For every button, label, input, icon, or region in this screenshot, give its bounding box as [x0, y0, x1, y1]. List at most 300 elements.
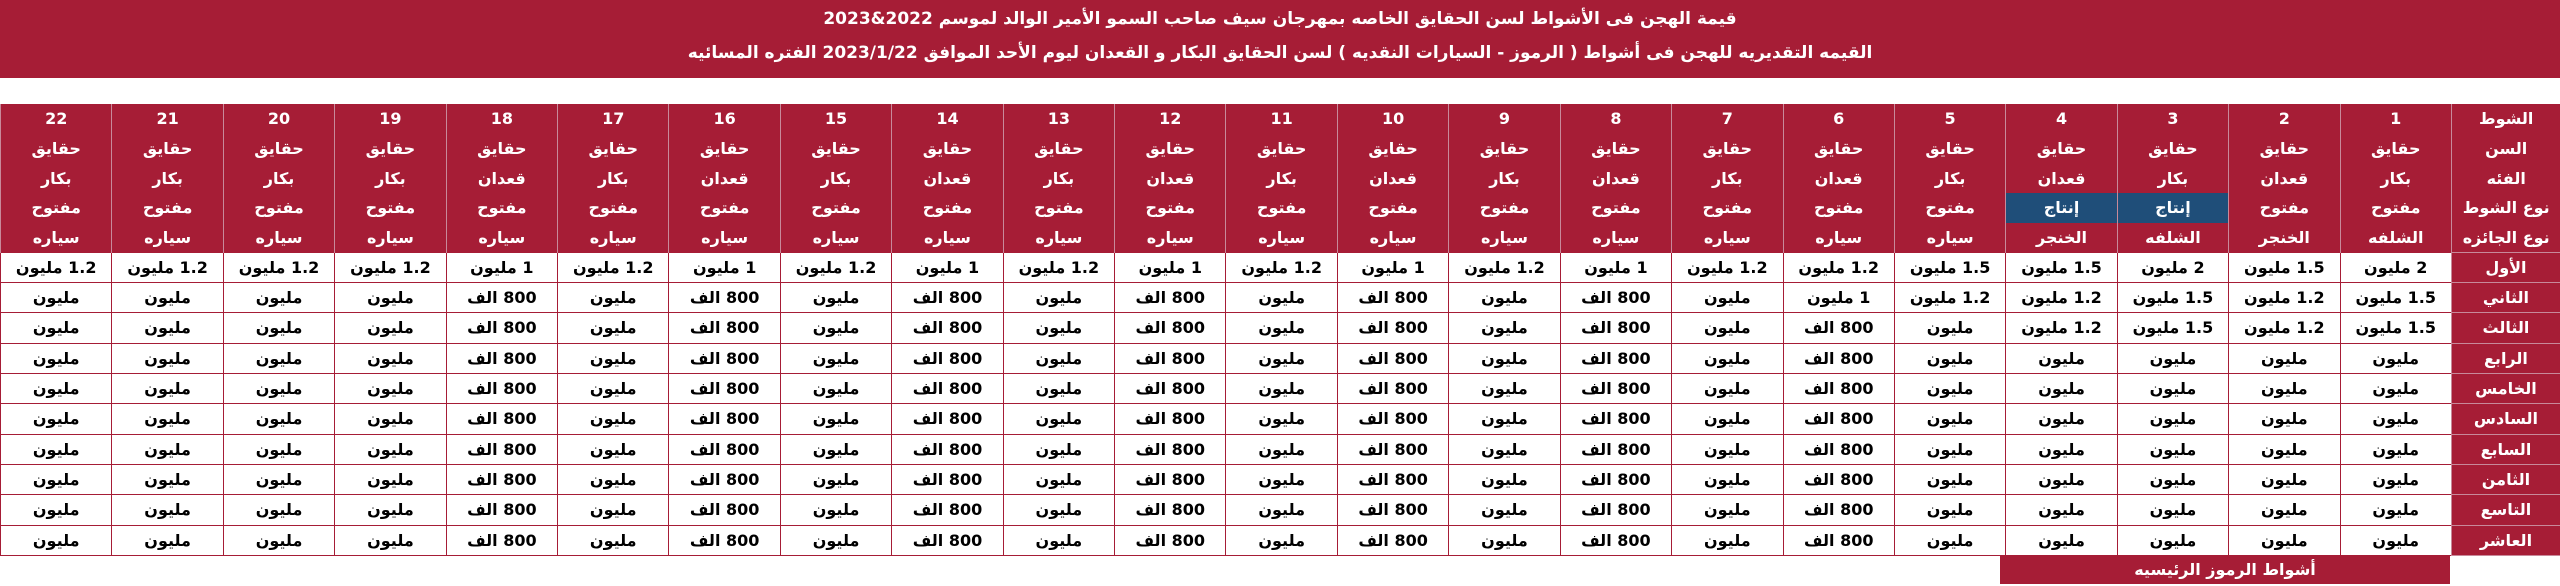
prize-value-cell: مليون [1226, 434, 1337, 464]
round-prize-type: سياره [780, 223, 891, 253]
place-label: التاسع [2451, 495, 2560, 525]
prize-value-cell: 1 مليون [446, 252, 557, 282]
prize-value-cell: مليون [112, 525, 223, 555]
prize-value-cell: 2 مليون [2117, 252, 2228, 282]
prize-value-cell: مليون [558, 434, 669, 464]
prize-value-cell: 800 الف [1337, 495, 1448, 525]
prize-value-cell: مليون [558, 404, 669, 434]
prize-value-cell: مليون [1672, 434, 1783, 464]
round-prize-type: سياره [1672, 223, 1783, 253]
round-age: حقايق [223, 134, 334, 164]
prize-value-cell: مليون [1226, 282, 1337, 312]
prize-value-cell: مليون [2117, 525, 2228, 555]
round-prize-type: سياره [112, 223, 223, 253]
prize-value-cell: مليون [223, 525, 334, 555]
prize-value-cell: 800 الف [892, 343, 1003, 373]
prize-value-cell: مليون [335, 464, 446, 494]
prize-value-cell: مليون [780, 343, 891, 373]
round-prize-type: الشلفه [2340, 223, 2451, 253]
prize-table [0, 104, 2560, 556]
round-type: مفتوح [335, 193, 446, 223]
prize-value-cell: مليون [1894, 343, 2005, 373]
round-number: 8 [1560, 104, 1671, 134]
prize-value-cell: مليون [2229, 434, 2340, 464]
round-number: 21 [112, 104, 223, 134]
prize-value-cell: مليون [335, 495, 446, 525]
round-type: مفتوح [892, 193, 1003, 223]
prize-value-cell: 800 الف [1337, 282, 1448, 312]
prize-value-cell: مليون [335, 434, 446, 464]
prize-value-cell: مليون [2229, 525, 2340, 555]
round-type: مفتوح [558, 193, 669, 223]
round-category: بكار [335, 163, 446, 193]
prize-value-cell: مليون [2229, 343, 2340, 373]
prize-value-cell: مليون [1, 282, 112, 312]
prize-value-cell: 800 الف [1560, 343, 1671, 373]
prize-value-cell: 1.2 مليون [2229, 313, 2340, 343]
prize-value-cell: 800 الف [892, 495, 1003, 525]
round-age: حقايق [2117, 134, 2228, 164]
round-category: بكار [1449, 163, 1560, 193]
round-number: 11 [1226, 104, 1337, 134]
prize-value-cell: مليون [2117, 434, 2228, 464]
prize-value-cell: مليون [1, 373, 112, 403]
prize-value-cell: 1.2 مليون [1003, 252, 1114, 282]
prize-value-cell: مليون [2340, 525, 2451, 555]
prize-value-cell: 1.2 مليون [1226, 252, 1337, 282]
prize-value-cell: مليون [1003, 313, 1114, 343]
prize-value-cell: 1.5 مليون [2117, 282, 2228, 312]
round-prize-type: سياره [223, 223, 334, 253]
prize-value-cell: مليون [1894, 404, 2005, 434]
prize-value-cell: 800 الف [892, 434, 1003, 464]
prize-value-cell: مليون [2006, 404, 2117, 434]
round-type: مفتوح [1783, 193, 1894, 223]
round-category: قعدان [1783, 163, 1894, 193]
round-type: مفتوح [2229, 193, 2340, 223]
prize-value-cell: مليون [1003, 373, 1114, 403]
footer-tag [1060, 556, 2450, 586]
prize-value-cell: مليون [1, 313, 112, 343]
prize-value-cell: 800 الف [892, 525, 1003, 555]
prize-value-cell: 800 الف [892, 404, 1003, 434]
prize-value-cell: 800 الف [892, 313, 1003, 343]
prize-value-cell: 800 الف [446, 313, 557, 343]
prize-value-cell: مليون [112, 373, 223, 403]
round-category: بكار [1894, 163, 2005, 193]
round-type: مفتوح [112, 193, 223, 223]
prize-value-cell: مليون [112, 495, 223, 525]
round-age: حقايق [669, 134, 780, 164]
prize-value-cell: مليون [223, 404, 334, 434]
prize-value-cell: مليون [335, 282, 446, 312]
round-category: قعدان [669, 163, 780, 193]
prize-value-cell: 800 الف [669, 495, 780, 525]
prize-value-cell: 800 الف [1115, 313, 1226, 343]
prize-value-cell: مليون [1, 404, 112, 434]
row-label: الشوط [2451, 104, 2560, 134]
prize-value-cell: 800 الف [669, 373, 780, 403]
prize-value-cell: 800 الف [1337, 434, 1448, 464]
round-number: 4 [2006, 104, 2117, 134]
header-row-round-type [1, 193, 2560, 223]
prize-value-cell: مليون [1894, 464, 2005, 494]
prize-value-cell: 800 الف [1783, 525, 1894, 555]
prize-value-cell: مليون [1003, 343, 1114, 373]
round-category: بكار [223, 163, 334, 193]
place-label: الأول [2451, 252, 2560, 282]
round-category: بكار [1226, 163, 1337, 193]
prize-value-cell: مليون [1, 525, 112, 555]
round-number: 2 [2229, 104, 2340, 134]
round-category: بكار [558, 163, 669, 193]
prize-value-cell: 800 الف [1115, 404, 1226, 434]
prize-value-cell: مليون [1449, 313, 1560, 343]
table-row [1, 373, 2560, 403]
round-age: حقايق [558, 134, 669, 164]
prize-value-cell: 800 الف [446, 525, 557, 555]
prize-value-cell: 1.2 مليون [1672, 252, 1783, 282]
prize-value-cell: 800 الف [446, 282, 557, 312]
prize-value-cell: مليون [1449, 434, 1560, 464]
prize-value-cell: 1.5 مليون [2117, 313, 2228, 343]
prize-value-cell: مليون [112, 434, 223, 464]
prize-value-cell: مليون [335, 404, 446, 434]
round-age: حقايق [335, 134, 446, 164]
round-prize-type: سياره [669, 223, 780, 253]
prize-value-cell: مليون [558, 464, 669, 494]
round-age: حقايق [1003, 134, 1114, 164]
prize-value-cell: مليون [2229, 495, 2340, 525]
round-prize-type: سياره [1449, 223, 1560, 253]
prize-value-cell: مليون [1672, 343, 1783, 373]
round-category: بكار [1, 163, 112, 193]
prize-value-cell: 1.2 مليون [2006, 282, 2117, 312]
prize-value-cell: مليون [1894, 434, 2005, 464]
prize-value-cell: مليون [1894, 373, 2005, 403]
prize-value-cell: 1 مليون [1115, 252, 1226, 282]
round-age: حقايق [2006, 134, 2117, 164]
prize-value-cell: مليون [1449, 495, 1560, 525]
prize-value-cell: 800 الف [1783, 343, 1894, 373]
place-label: الثالث [2451, 313, 2560, 343]
page-title: قيمة الهجن فى الأشواط لسن الحقايق الخاصه بمهرجان سيف صاحب السمو الأمير الوالد لموسم 2022&2023 [823, 9, 1737, 29]
prize-value-cell: مليون [112, 343, 223, 373]
header-row-prize-type [1, 223, 2560, 253]
table-row [1, 404, 2560, 434]
round-category: قعدان [446, 163, 557, 193]
round-prize-type: سياره [1894, 223, 2005, 253]
prize-value-cell: 1.5 مليون [2006, 252, 2117, 282]
prize-value-cell: مليون [1672, 525, 1783, 555]
round-category: بكار [1003, 163, 1114, 193]
prize-value-cell: 800 الف [669, 464, 780, 494]
prize-value-cell: مليون [2117, 404, 2228, 434]
prize-value-cell: 800 الف [1560, 282, 1671, 312]
prize-value-cell: مليون [2340, 434, 2451, 464]
prize-value-cell: مليون [112, 404, 223, 434]
round-age: حقايق [892, 134, 1003, 164]
round-type: مفتوح [1337, 193, 1448, 223]
prize-value-cell: مليون [2006, 434, 2117, 464]
prize-value-cell: 800 الف [669, 404, 780, 434]
prize-value-cell: مليون [335, 525, 446, 555]
main-rounds-label: أشواط الرموز الرئيسيه [2000, 556, 2450, 584]
prize-value-cell: مليون [780, 373, 891, 403]
round-category: قعدان [2229, 163, 2340, 193]
round-prize-type: سياره [1783, 223, 1894, 253]
prize-value-cell: 2 مليون [2340, 252, 2451, 282]
prize-value-cell: مليون [1003, 404, 1114, 434]
prize-value-cell: مليون [2117, 343, 2228, 373]
round-prize-type: سياره [1115, 223, 1226, 253]
prize-value-cell: 800 الف [446, 434, 557, 464]
prize-value-cell: 800 الف [1783, 434, 1894, 464]
prize-value-cell: مليون [1894, 525, 2005, 555]
prize-value-cell: 1.2 مليون [335, 252, 446, 282]
prize-value-cell: مليون [558, 343, 669, 373]
round-prize-type: سياره [1, 223, 112, 253]
round-age: حقايق [2229, 134, 2340, 164]
prize-value-cell: مليون [223, 373, 334, 403]
prize-value-cell: مليون [1003, 434, 1114, 464]
round-type: إنتاج [2117, 193, 2228, 223]
prize-value-cell: مليون [335, 373, 446, 403]
place-label: الثاني [2451, 282, 2560, 312]
prize-value-cell: مليون [112, 313, 223, 343]
prize-value-cell: 800 الف [1783, 313, 1894, 343]
round-prize-type: الخنجر [2006, 223, 2117, 253]
prize-value-cell: مليون [1226, 313, 1337, 343]
prize-value-cell: 800 الف [1115, 282, 1226, 312]
prize-value-cell: 1.5 مليون [2340, 282, 2451, 312]
prize-value-cell: مليون [1226, 464, 1337, 494]
prize-value-cell: 1.5 مليون [2340, 313, 2451, 343]
prize-value-cell: مليون [2006, 525, 2117, 555]
prize-value-cell: 800 الف [1560, 434, 1671, 464]
prize-value-cell: 800 الف [669, 434, 780, 464]
table-row [1, 313, 2560, 343]
prize-value-cell: 800 الف [1337, 404, 1448, 434]
prize-value-cell: مليون [780, 464, 891, 494]
prize-value-cell: مليون [1672, 282, 1783, 312]
prize-value-cell: مليون [1672, 464, 1783, 494]
table-row [1, 252, 2560, 282]
header-row-age [1, 134, 2560, 164]
prize-value-cell: 800 الف [446, 343, 557, 373]
prize-value-cell: 1.2 مليون [112, 252, 223, 282]
round-category: بكار [2117, 163, 2228, 193]
prize-value-cell: مليون [1449, 404, 1560, 434]
round-category: قعدان [1560, 163, 1671, 193]
prize-value-cell: 800 الف [1783, 404, 1894, 434]
prize-value-cell: مليون [1449, 282, 1560, 312]
prize-value-cell: مليون [1672, 313, 1783, 343]
round-number: 19 [335, 104, 446, 134]
prize-value-cell: مليون [335, 313, 446, 343]
round-prize-type: سياره [1003, 223, 1114, 253]
prize-value-cell: 1.2 مليون [1894, 282, 2005, 312]
prize-value-cell: 800 الف [1783, 495, 1894, 525]
round-type: مفتوح [669, 193, 780, 223]
prize-value-cell: مليون [1226, 525, 1337, 555]
round-age: حقايق [1783, 134, 1894, 164]
prize-value-cell: مليون [1, 464, 112, 494]
title-band [0, 0, 2560, 78]
prize-value-cell: مليون [1, 343, 112, 373]
round-age: حقايق [1449, 134, 1560, 164]
prize-value-cell: مليون [2340, 464, 2451, 494]
prize-value-cell: 800 الف [1560, 495, 1671, 525]
round-number: 7 [1672, 104, 1783, 134]
prize-value-cell: مليون [1672, 495, 1783, 525]
round-number: 18 [446, 104, 557, 134]
prize-value-cell: 1.5 مليون [1894, 252, 2005, 282]
prize-value-cell: 1.2 مليون [1783, 252, 1894, 282]
round-type: مفتوح [2340, 193, 2451, 223]
prize-value-cell: 800 الف [1337, 373, 1448, 403]
prize-value-cell: مليون [2340, 495, 2451, 525]
round-type: مفتوح [780, 193, 891, 223]
prize-value-cell: مليون [2006, 373, 2117, 403]
prize-value-cell: 1.2 مليون [558, 252, 669, 282]
prize-value-cell: مليون [112, 464, 223, 494]
prize-value-cell: 800 الف [1560, 313, 1671, 343]
table-row [1, 525, 2560, 555]
prize-value-cell: 1.2 مليون [1, 252, 112, 282]
round-category: بكار [112, 163, 223, 193]
prize-value-cell: مليون [2229, 464, 2340, 494]
prize-value-cell: مليون [780, 404, 891, 434]
prize-value-cell: 800 الف [1783, 373, 1894, 403]
place-label: السادس [2451, 404, 2560, 434]
row-label: نوع الجائزه [2451, 223, 2560, 253]
prize-value-cell: مليون [780, 434, 891, 464]
prize-value-cell: مليون [1, 495, 112, 525]
round-number: 20 [223, 104, 334, 134]
prize-value-cell: مليون [1894, 495, 2005, 525]
round-number: 9 [1449, 104, 1560, 134]
prize-value-cell: مليون [2117, 373, 2228, 403]
prize-value-cell: مليون [1449, 525, 1560, 555]
prize-value-cell: 800 الف [1115, 373, 1226, 403]
prize-value-cell: 800 الف [1115, 464, 1226, 494]
prize-value-cell: مليون [1226, 373, 1337, 403]
prize-value-cell: 800 الف [1337, 464, 1448, 494]
round-number: 10 [1337, 104, 1448, 134]
round-type: إنتاج [2006, 193, 2117, 223]
prize-value-cell: 800 الف [1337, 313, 1448, 343]
prize-value-cell: مليون [558, 373, 669, 403]
prize-value-cell: مليون [1003, 495, 1114, 525]
prize-value-cell: مليون [2117, 464, 2228, 494]
prize-value-cell: 800 الف [1560, 373, 1671, 403]
place-label: العاشر [2451, 525, 2560, 555]
prize-value-cell: 800 الف [1560, 404, 1671, 434]
round-age: حقايق [112, 134, 223, 164]
prize-value-cell: 1.5 مليون [2229, 252, 2340, 282]
round-category: قعدان [892, 163, 1003, 193]
prize-value-cell: 800 الف [1560, 525, 1671, 555]
round-number: 16 [669, 104, 780, 134]
round-category: بكار [780, 163, 891, 193]
round-category: قعدان [1115, 163, 1226, 193]
round-prize-type: سياره [1337, 223, 1448, 253]
prize-value-cell: مليون [2340, 373, 2451, 403]
header-row-category [1, 163, 2560, 193]
round-number: 22 [1, 104, 112, 134]
prize-value-cell: 1 مليون [1783, 282, 1894, 312]
round-type: مفتوح [223, 193, 334, 223]
prize-value-cell: 800 الف [446, 495, 557, 525]
prize-value-cell: 1 مليون [669, 252, 780, 282]
round-type: مفتوح [1672, 193, 1783, 223]
round-age: حقايق [1115, 134, 1226, 164]
prize-value-cell: 800 الف [1337, 525, 1448, 555]
prize-value-cell: 800 الف [669, 313, 780, 343]
round-type: مفتوح [1003, 193, 1114, 223]
prize-value-cell: 800 الف [1337, 343, 1448, 373]
round-number: 12 [1115, 104, 1226, 134]
prize-value-cell: مليون [2006, 343, 2117, 373]
row-label: الفئه [2451, 163, 2560, 193]
prize-value-cell: مليون [1, 434, 112, 464]
round-prize-type: سياره [1226, 223, 1337, 253]
round-number: 14 [892, 104, 1003, 134]
prize-value-cell: مليون [1226, 343, 1337, 373]
prize-value-cell: مليون [558, 525, 669, 555]
prize-value-cell: 800 الف [1115, 525, 1226, 555]
prize-value-cell: 800 الف [446, 464, 557, 494]
prize-value-cell: مليون [1449, 373, 1560, 403]
prize-value-cell: 800 الف [1783, 464, 1894, 494]
round-type: مفتوح [1, 193, 112, 223]
prize-value-cell: مليون [1894, 313, 2005, 343]
prize-value-cell: مليون [1003, 282, 1114, 312]
round-number: 1 [2340, 104, 2451, 134]
prize-value-cell: 800 الف [892, 282, 1003, 312]
prize-value-cell: مليون [223, 434, 334, 464]
prize-value-cell: 1 مليون [892, 252, 1003, 282]
prize-value-cell: مليون [1226, 495, 1337, 525]
round-number: 15 [780, 104, 891, 134]
prize-value-cell: 800 الف [1560, 464, 1671, 494]
prize-value-cell: مليون [223, 313, 334, 343]
place-label: الخامس [2451, 373, 2560, 403]
prize-value-cell: 800 الف [669, 525, 780, 555]
table-row [1, 282, 2560, 312]
round-type: مفتوح [446, 193, 557, 223]
round-number: 13 [1003, 104, 1114, 134]
round-number: 3 [2117, 104, 2228, 134]
round-category: قعدان [1337, 163, 1448, 193]
round-age: حقايق [1672, 134, 1783, 164]
round-type: مفتوح [1449, 193, 1560, 223]
round-prize-type: الخنجر [2229, 223, 2340, 253]
round-category: قعدان [2006, 163, 2117, 193]
round-age: حقايق [1560, 134, 1671, 164]
table-row [1, 495, 2560, 525]
prize-value-cell: 1 مليون [1337, 252, 1448, 282]
round-prize-type: سياره [558, 223, 669, 253]
prize-value-cell: 800 الف [892, 373, 1003, 403]
prize-value-cell: 1.2 مليون [2006, 313, 2117, 343]
round-number: 6 [1783, 104, 1894, 134]
round-age: حقايق [446, 134, 557, 164]
round-prize-type: سياره [1560, 223, 1671, 253]
prize-value-cell: مليون [1672, 404, 1783, 434]
prize-value-cell: مليون [558, 282, 669, 312]
